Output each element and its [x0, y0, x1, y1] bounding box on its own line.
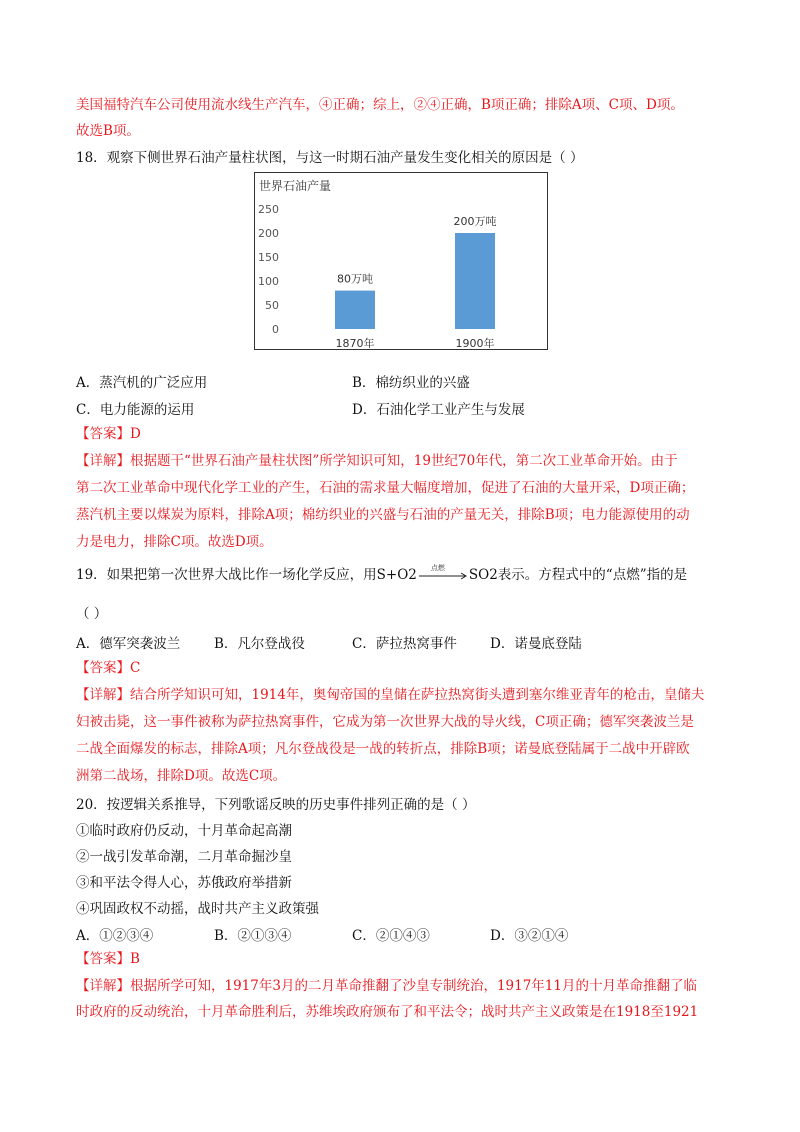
answer-tag: 【答案】 — [76, 951, 130, 967]
q20-item: ④巩固政权不动摇，战时共产主义政策强 — [76, 901, 319, 917]
q20-detail-line — [76, 977, 697, 995]
q19-detail-line: 洲第二战场，排除D项。故选C项。 — [76, 768, 287, 784]
q19-question — [76, 563, 688, 584]
bar — [335, 291, 375, 329]
q19-question-part2: SO2表示。方程式中的“点燃”指的是 — [468, 567, 688, 583]
q20-option-a: A．①②③④ — [76, 928, 154, 944]
arrow-label: 点燃 — [430, 563, 445, 572]
q20-item: ②一战引发革命潮，二月革命掘沙皇 — [76, 849, 292, 865]
q18-detail-line — [76, 452, 678, 470]
q18-detail-line: 第二次工业革命中现代化学工业的产生，石油的需求量大幅度增加，促进了石油的大量开采，D项正确； — [76, 480, 695, 496]
q19-option-b: B．凡尔登战役 — [214, 636, 305, 652]
q17-conclusion-line: 故选B项。 — [76, 123, 140, 139]
q19-option-d: D．诺曼底登陆 — [490, 636, 582, 652]
chart-plot — [255, 173, 547, 349]
y-tick-label: 50 — [265, 299, 279, 312]
oil-production-chart — [254, 172, 548, 350]
answer-value: D — [130, 426, 141, 442]
reaction-arrow — [417, 563, 469, 583]
q20-question: 20．按逻辑关系推导，下列歌谣反映的历史事件排列正确的是（ ） — [76, 797, 476, 813]
detail-tag: 【详解】 — [76, 687, 130, 703]
q19-option-c: C．萨拉热窝事件 — [352, 636, 457, 652]
answer-tag: 【答案】 — [76, 660, 130, 676]
x-tick-label: 1900年 — [455, 337, 495, 349]
q19-detail-line: 妇被击毙，这一事件被称为萨拉热窝事件，它成为第一次世界大战的导火线，C项正确；德军突袭波兰是 — [76, 714, 694, 730]
q18-option-a: A．蒸汽机的广泛应用 — [76, 375, 208, 391]
detail-text: 根据题干“世界石油产量柱状图”所学知识可知，19世纪70年代，第二次工业革命开始。由于 — [130, 453, 678, 469]
x-tick-label: 1870年 — [335, 337, 375, 349]
y-tick-label: 0 — [272, 323, 279, 336]
detail-tag: 【详解】 — [76, 978, 130, 994]
answer-value: C — [130, 660, 141, 676]
detail-text: 结合所学知识可知，1914年，奥匈帝国的皇储在萨拉热窝街头遭到塞尔维亚青年的枪击，皇储夫 — [130, 687, 705, 703]
q19-detail-line — [76, 686, 704, 704]
detail-tag: 【详解】 — [76, 453, 130, 469]
y-tick-label: 150 — [258, 251, 279, 264]
q18-option-c: C．电力能源的运用 — [76, 402, 195, 418]
q18-detail-line: 力是电力，排除C项。故选D项。 — [76, 534, 273, 550]
q19-detail-line: 二战全面爆发的标志，排除A项；凡尔登战役是一战的转折点，排除B项；诺曼底登陆属于二战中开辟欧 — [76, 741, 690, 757]
q18-option-d: D．石油化学工业产生与发展 — [352, 402, 525, 418]
answer-value: B — [130, 951, 140, 967]
q20-item: ③和平法令得人心，苏俄政府举措新 — [76, 875, 292, 891]
q20-item: ①临时政府仍反动，十月革命起高潮 — [76, 823, 292, 839]
y-tick-label: 100 — [258, 275, 279, 288]
q18-answer — [76, 425, 141, 443]
q17-explanation-line: 美国福特汽车公司使用流水线生产汽车，④正确；综上，②④正确，B项正确；排除A项、C项、D项。 — [76, 97, 684, 113]
q19-option-a: A．德军突袭波兰 — [76, 636, 181, 652]
q19-question-part1: 19．如果把第一次世界大战比作一场化学反应，用S+O2 — [76, 567, 417, 583]
q19-question-bracket: （ ） — [76, 606, 108, 622]
q20-answer — [76, 950, 140, 968]
q20-detail-line: 时政府的反动统治，十月革命胜利后，苏维埃政府颁布了和平法令；战时共产主义政策是在1918至1921 — [76, 1004, 699, 1020]
detail-text: 根据所学可知，1917年3月的二月革命推翻了沙皇专制统治，1917年11月的十月革命推翻了临 — [130, 978, 697, 994]
data-label: 80万吨 — [337, 272, 373, 286]
y-tick-label: 250 — [258, 203, 279, 216]
y-tick-label: 200 — [258, 227, 279, 240]
q18-question: 18．观察下侧世界石油产量柱状图，与这一时期石油产量发生变化相关的原因是（ ） — [76, 150, 584, 166]
arrow-icon — [417, 569, 469, 583]
q19-answer — [76, 659, 140, 677]
data-label: 200万吨 — [453, 215, 497, 228]
q20-option-c: C．②①④③ — [352, 928, 430, 944]
chart-title: 世界石油产量 — [259, 179, 332, 193]
bar — [455, 233, 495, 329]
q18-detail-line: 蒸汽机主要以煤炭为原料，排除A项；棉纺织业的兴盛与石油的产量无关，排除B项；电力能源使用的动 — [76, 507, 690, 523]
q20-option-d: D．③②①④ — [490, 928, 569, 944]
q20-option-b: B．②①③④ — [214, 928, 292, 944]
q18-option-b: B．棉纺织业的兴盛 — [352, 375, 470, 391]
answer-tag: 【答案】 — [76, 426, 130, 442]
